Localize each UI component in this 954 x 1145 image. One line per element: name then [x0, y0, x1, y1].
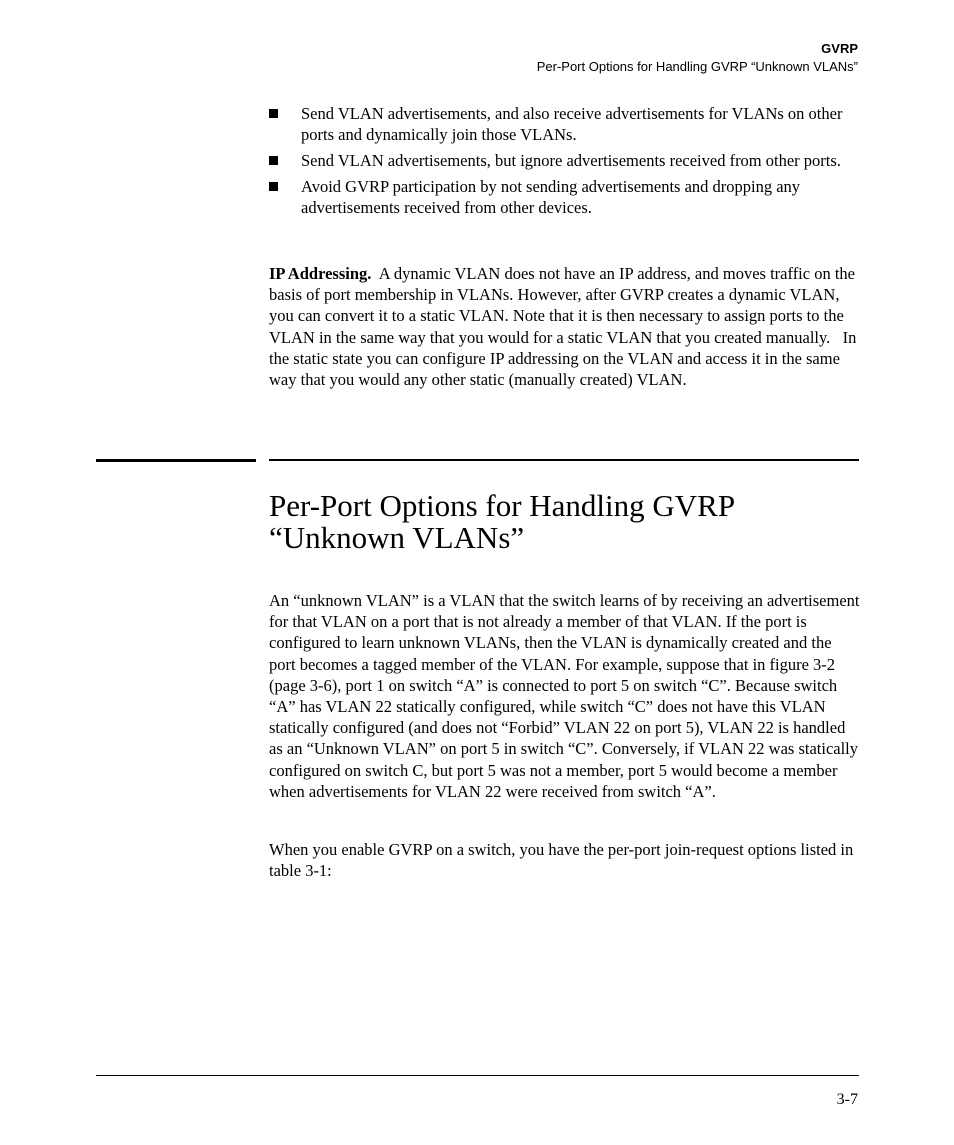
list-item	[269, 150, 861, 171]
section-rule-right	[269, 459, 859, 461]
section-rule-left	[96, 459, 256, 462]
bullet-list	[269, 103, 861, 223]
list-item-text: Send VLAN advertisements, but ignore advertisements received from other ports.	[301, 151, 841, 170]
square-bullet-icon	[269, 156, 278, 165]
running-head-section: Per-Port Options for Handling GVRP “Unknown VLANs”	[536, 59, 858, 74]
square-bullet-icon	[269, 182, 278, 191]
ip-addressing-runin: IP Addressing.	[269, 264, 372, 283]
list-item-text: Avoid GVRP participation by not sending advertisements and dropping any advertisements received from other devices.	[301, 177, 801, 217]
list-item-text: Send VLAN advertisements, and also receive advertisements for VLANs on other ports and dynamically join those VLANs.	[301, 104, 843, 144]
footer-rule	[96, 1075, 859, 1076]
page-number: 3-7	[836, 1091, 858, 1108]
running-head	[537, 40, 858, 76]
list-item	[269, 103, 861, 145]
join-request-paragraph: When you enable GVRP on a switch, you have the per-port join-request options listed in table 3-1:	[269, 840, 854, 881]
list-item	[269, 176, 861, 218]
square-bullet-icon	[269, 109, 278, 118]
running-head-chapter: GVRP	[821, 41, 858, 56]
ip-addressing-text: A dynamic VLAN does not have an IP address, and moves traffic on the basis of port membership in VLANs. However, after GVRP creates a dynamic VLAN, you can convert it to a static VLAN. Note that it is then necessary to assign ports to the VLAN in the same way that you would for a static VLAN that you created manually. In the static state you can configure IP addressing on the VLAN and access it in the same way that you would any other static (manually created) VLAN.	[269, 264, 861, 390]
ip-addressing-paragraph	[269, 263, 861, 390]
section-heading: Per-Port Options for Handling GVRP “Unknown VLANs”	[269, 488, 734, 555]
unknown-vlan-paragraph: An “unknown VLAN” is a VLAN that the switch learns of by receiving an advertisement for that VLAN on a port that is not already a member of that VLAN. If the port is configured to learn unknown VLANs, then the VLAN is dynamically created and the port becomes a tagged member of the VLAN. For example, suppose that in figure 3-2 (page 3-6), port 1 on switch “A” is connected to port 5 on switch “C”. Because switch “A” has VLAN 22 statically configured, while switch “C” does not have this VLAN statically configured (and does not “Forbid” VLAN 22 on port 5), VLAN 22 is handled as an “Unknown VLAN” on port 5 in switch “C”. Conversely, if VLAN 22 was statically configured on switch C, but port 5 was not a member, port 5 would become a member when advertisements for VLAN 22 were received from switch “A”.	[269, 591, 860, 801]
